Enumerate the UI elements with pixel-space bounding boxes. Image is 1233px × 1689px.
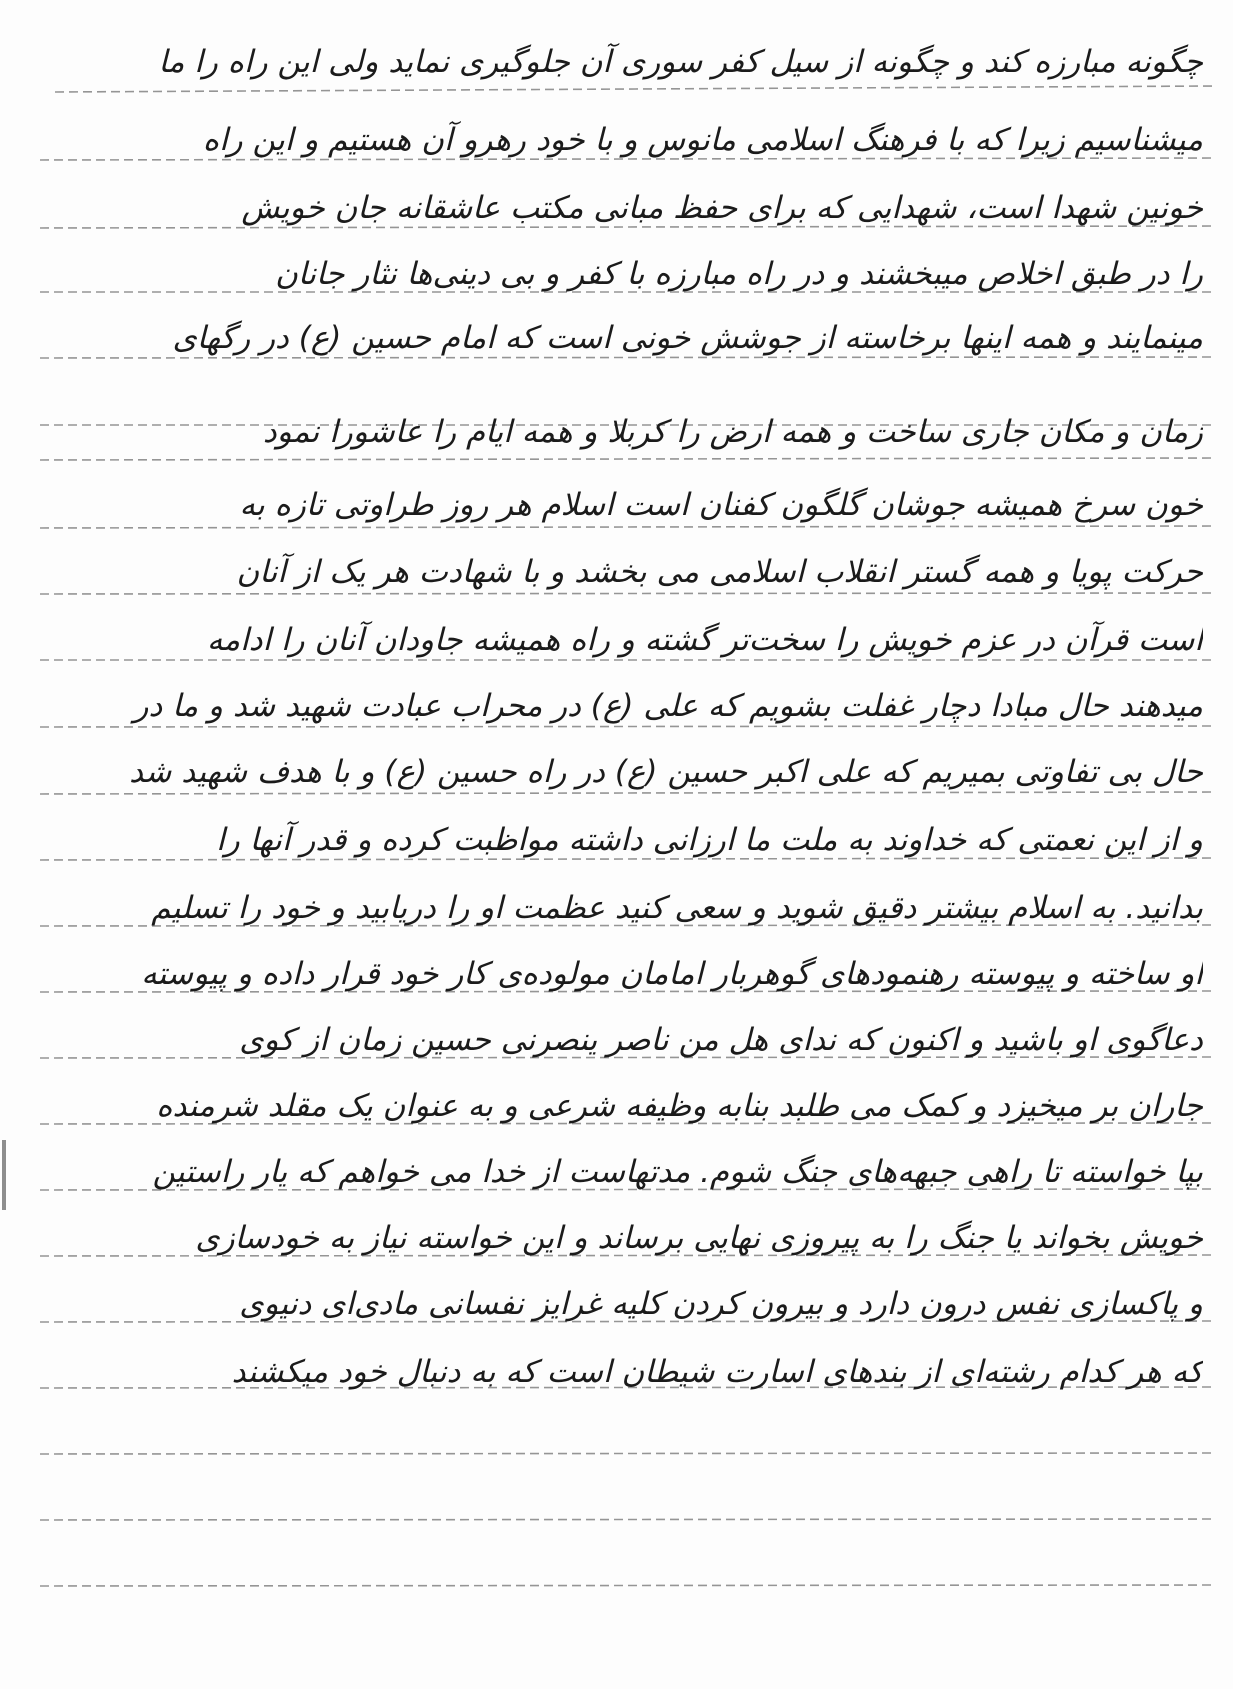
- text-line-11: حال بی تفاوتی بمیریم که علی اکبر حسین (ع) در راه حسین (ع) و با هدف شهید شد: [129, 754, 1203, 790]
- text-line-15: دعاگوی او باشید و اکنون که ندای هل من ناصر ینصرنی حسین زمان از کوی: [239, 1022, 1203, 1058]
- text-line-13: بدانید. به اسلام بیشتر دقیق شوید و سعی کنید عظمت او را دریابید و خود را تسلیم: [151, 890, 1203, 926]
- text-line-14: او ساخته و پیوسته رهنمودهای گوهربار امامان مولوده‌ی کار خود قرار داده و پیوسته: [141, 956, 1203, 992]
- text-line-1: چگونه مبارزه کند و چگونه از سیل کفر سوری آن جلوگیری نماید ولی این راه را ما: [158, 44, 1203, 80]
- text-line-12: و از این نعمتی که خداوند به ملت ما ارزانی داشته مواظبت کرده و قدر آنها را: [216, 822, 1203, 858]
- text-line-7: خون سرخ همیشه جوشان گلگون کفنان است اسلام هر روز طراوتی تازه به: [239, 487, 1203, 523]
- text-line-4: را در طبق اخلاص میبخشند و در راه مبارزه با کفر و بی دینی‌ها نثار جانان: [275, 256, 1203, 292]
- text-line-18: خویش بخواند یا جنگ را به پیروزی نهایی برساند و این خواسته نیاز به خودسازی: [195, 1220, 1203, 1256]
- text-line-10: میدهند حال مبادا دچار غفلت بشویم که علی (ع) در محراب عبادت شهید شد و ما در: [133, 688, 1203, 724]
- text-line-3: خونین شهدا است، شهدایی که برای حفظ مبانی مکتب عاشقانه جان خویش: [241, 190, 1203, 226]
- text-line-5: مینمایند و همه اینها برخاسته از جوشش خونی است که امام حسین (ع) در رگهای: [172, 320, 1203, 356]
- text-line-17: بپا خواسته تا راهی جبهه‌های جنگ شوم. مدتهاست از خدا می خواهم که یار راستین: [152, 1154, 1203, 1190]
- left-margin-mark: [2, 1140, 6, 1210]
- text-line-20: که هر کدام رشته‌ای از بندهای اسارت شیطان است که به دنبال خود میکشند: [231, 1354, 1203, 1390]
- text-line-9: است قرآن در عزم خویش را سخت‌تر گشته و راه همیشه جاودان آنان را ادامه: [206, 622, 1203, 658]
- text-line-6: زمان و مکان جاری ساخت و همه ارض را کربلا و همه ایام را عاشورا نمود: [262, 414, 1203, 450]
- text-line-16: جاران بر میخیزد و کمک می طلبد بنابه وظیفه شرعی و به عنوان یک مقلد شرمنده: [156, 1088, 1203, 1124]
- text-line-19: و پاکسازی نفس درون دارد و بیرون کردن کلیه غرایز نفسانی مادی‌ای دنیوی: [239, 1286, 1203, 1322]
- text-line-8: حرکت پویا و همه گستر انقلاب اسلامی می بخشد و با شهادت هر یک از آنان: [236, 554, 1203, 590]
- text-line-2: میشناسیم زیرا که با فرهنگ اسلامی مانوس و با خود رهرو آن هستیم و این راه: [202, 122, 1203, 158]
